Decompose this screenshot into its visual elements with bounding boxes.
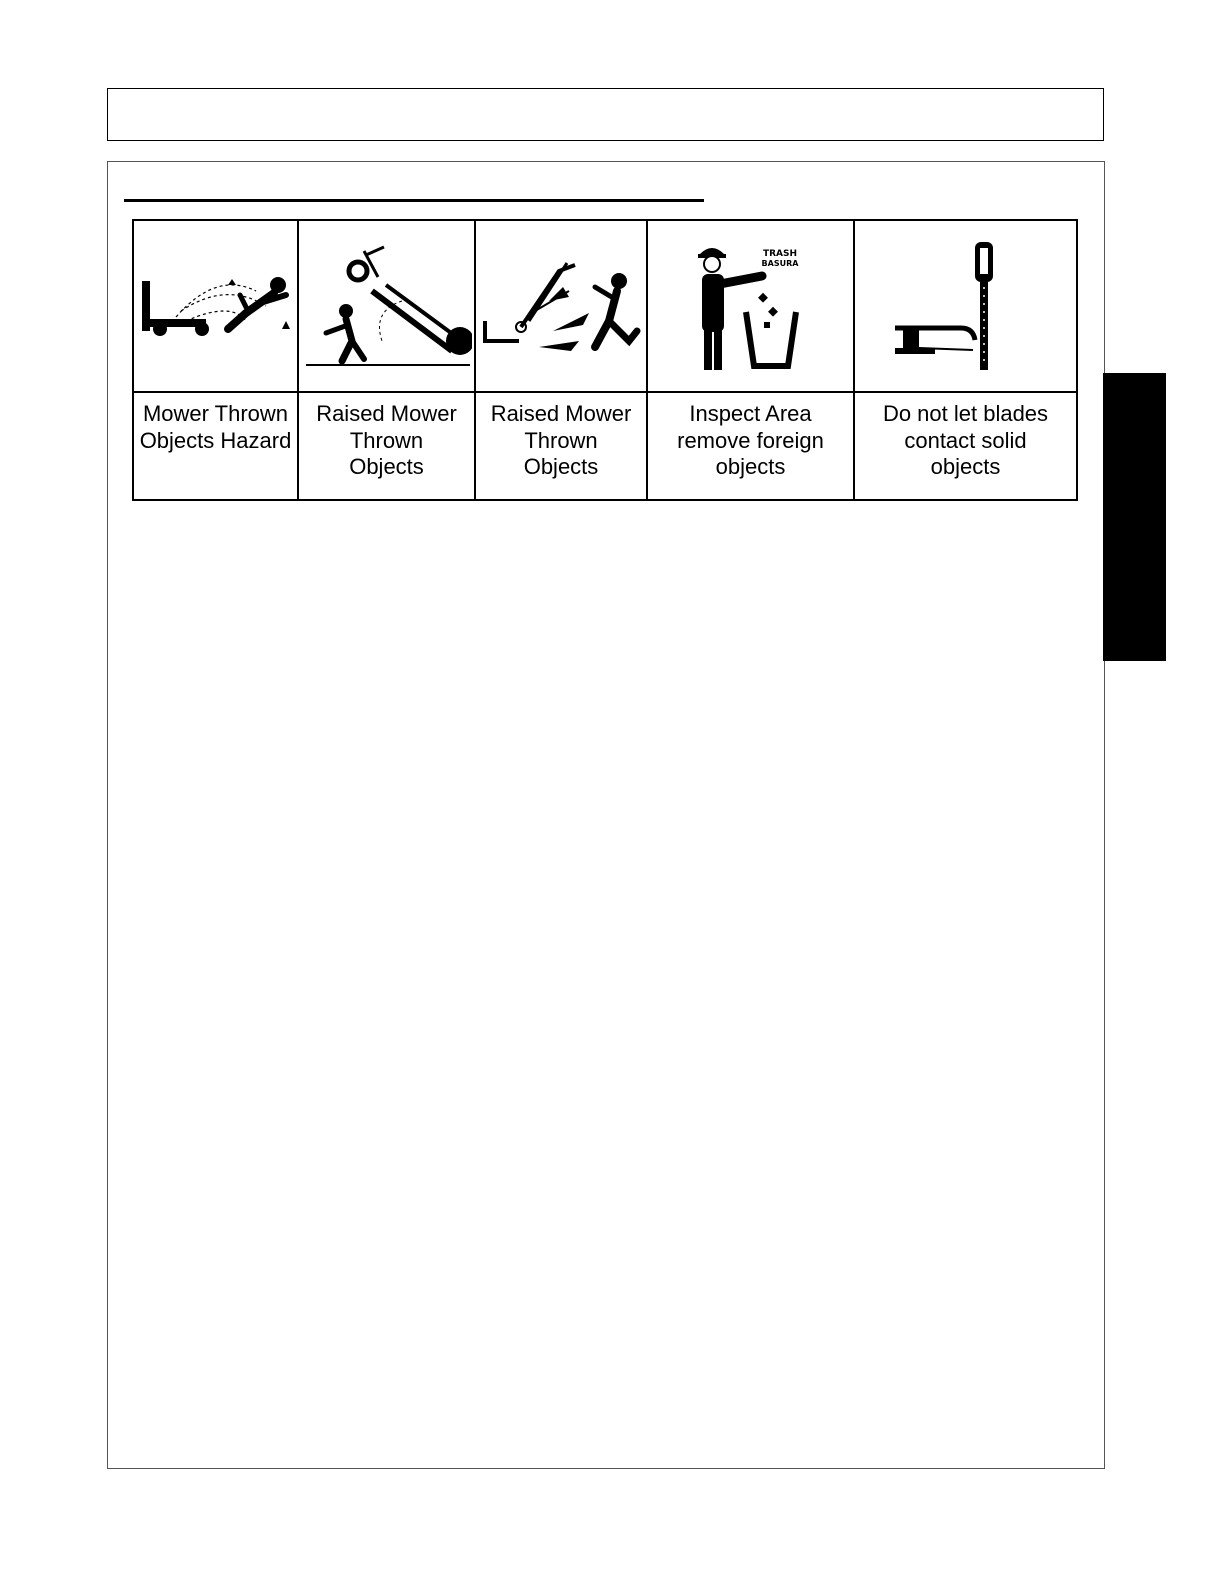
hazard-caption: Raised Mower Thrown Objects (490, 401, 632, 479)
pictogram-cell (298, 220, 475, 392)
svg-text:BASURA: BASURA (761, 259, 798, 268)
page-header-box (107, 88, 1104, 141)
hazard-caption: Raised Mower Thrown Objects (316, 401, 457, 479)
section-title-rule (124, 199, 704, 202)
hazard-caption-cell (854, 392, 1077, 500)
inspect-area-trash-icon (676, 236, 826, 376)
raised-mower-thrown-objects-2-icon (479, 251, 644, 361)
hazard-caption-cell (475, 392, 647, 500)
hazard-caption-cell (133, 392, 298, 500)
hazard-caption: Mower Thrown Objects Hazard (139, 401, 292, 453)
blade-height-gauge-icon (891, 236, 1041, 376)
pictogram-cell (647, 220, 854, 392)
hazard-caption-cell (298, 392, 475, 500)
pictogram-cell (475, 220, 647, 392)
hazard-caption-cell (647, 392, 854, 500)
pictogram-cell (854, 220, 1077, 392)
hazard-caption: Inspect Area remove foreign objects (677, 401, 824, 479)
hazard-caption: Do not let blades contact solid objects (882, 401, 1049, 479)
pictogram-cell (133, 220, 298, 392)
mower-thrown-objects-hazard-icon (136, 251, 296, 361)
raised-mower-thrown-objects-icon (302, 241, 472, 371)
svg-text:TRASH: TRASH (762, 249, 797, 259)
hazard-pictogram-table (132, 219, 1078, 501)
section-side-tab (1103, 373, 1166, 661)
